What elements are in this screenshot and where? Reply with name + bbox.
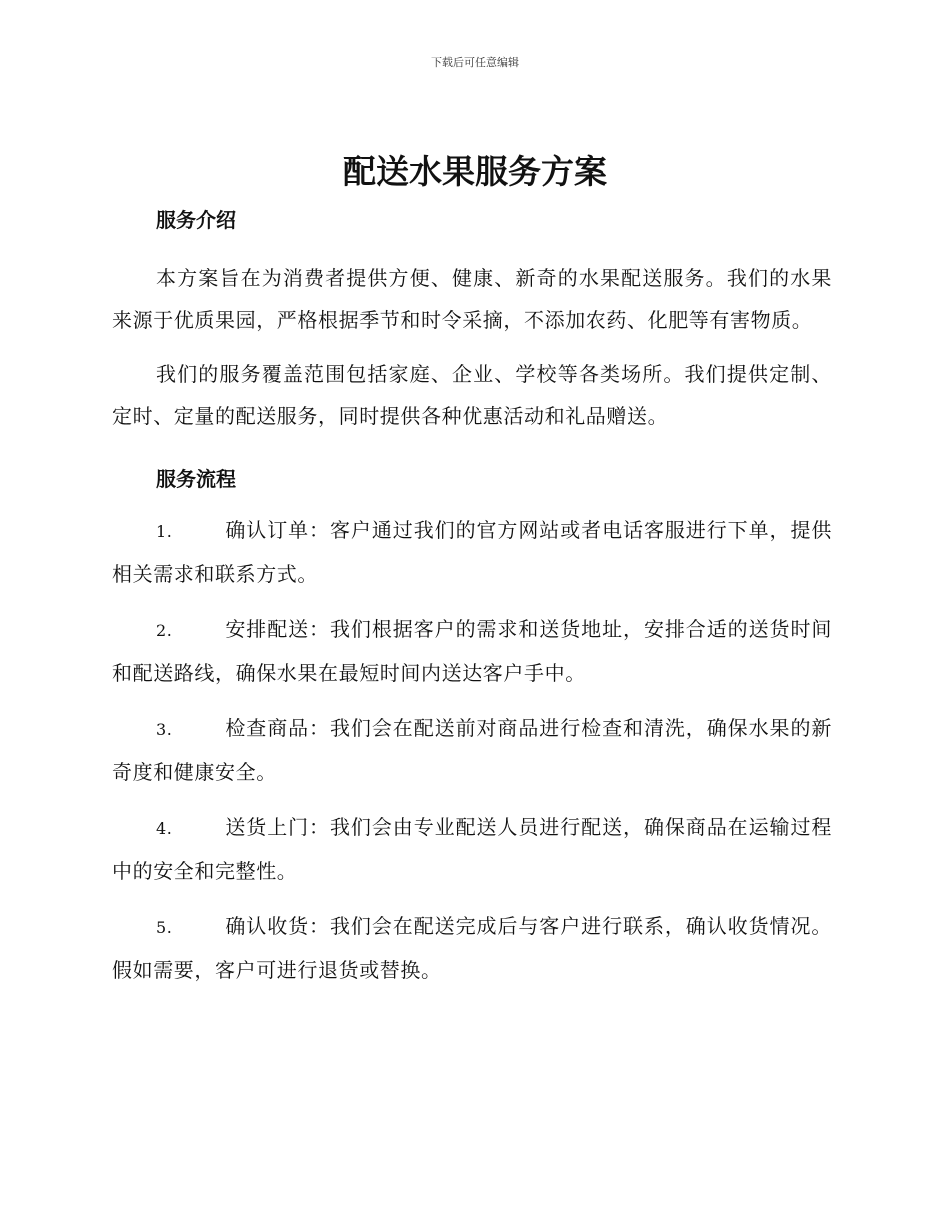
intro-paragraph: 我们的服务覆盖范围包括家庭、企业、学校等各类场所。我们提供定制、定时、定量的配送服务，同时提供各种优惠活动和礼品赠送。 (112, 362, 832, 428)
step-number: 2. (156, 621, 173, 640)
document-title: 配送水果服务方案 (343, 152, 607, 191)
step-number: 4. (156, 819, 173, 838)
intro-paragraph: 本方案旨在为消费者提供方便、健康、新奇的水果配送服务。我们的水果来源于优质果园，严格根据季节和时令采摘，不添加农药、化肥等有害物质。 (112, 266, 832, 332)
step-text: 送货上门：我们会由专业配送人员进行配送，确保商品在运输过程中的安全和完整性。 (112, 815, 832, 883)
step-number: 3. (156, 720, 173, 739)
section-heading-intro: 服务介绍 (156, 208, 236, 232)
process-step (112, 509, 832, 595)
process-step (112, 806, 832, 892)
process-step (112, 608, 832, 694)
step-number: 1. (156, 522, 173, 541)
header-note: 下载后可任意编辑 (431, 56, 519, 69)
step-text: 安排配送：我们根据客户的需求和送货地址，安排合适的送货时间和配送路线，确保水果在最短时间内送达客户手中。 (112, 617, 832, 685)
step-text: 检查商品：我们会在配送前对商品进行检查和清洗，确保水果的新奇度和健康安全。 (112, 716, 832, 784)
document-body (112, 203, 832, 991)
section-heading-process: 服务流程 (156, 467, 236, 491)
process-steps-list (112, 509, 832, 991)
step-text: 确认收货：我们会在配送完成后与客户进行联系，确认收货情况。假如需要，客户可进行退货或替换。 (112, 914, 832, 982)
process-step (112, 707, 832, 793)
process-step (112, 905, 832, 991)
step-text: 确认订单：客户通过我们的官方网站或者电话客服进行下单，提供相关需求和联系方式。 (112, 518, 832, 586)
step-number: 5. (156, 918, 173, 937)
